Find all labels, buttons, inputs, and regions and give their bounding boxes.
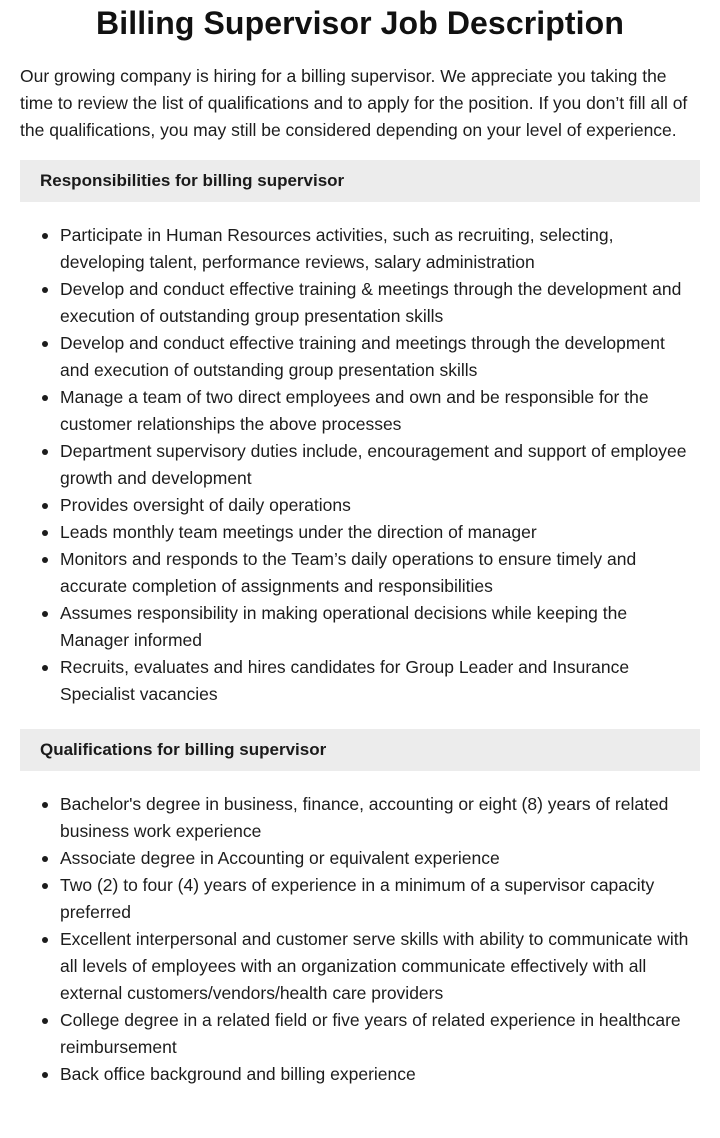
responsibilities-heading: Responsibilities for billing supervisor bbox=[20, 160, 700, 202]
responsibility-item: Monitors and responds to the Team’s daily operations to ensure timely and accurate completion of assignments and responsibilities bbox=[60, 546, 700, 600]
qualification-item: Back office background and billing experience bbox=[60, 1061, 700, 1088]
responsibility-item: Develop and conduct effective training & meetings through the development and execution of outstanding group presentation skills bbox=[60, 276, 700, 330]
page-title: Billing Supervisor Job Description bbox=[96, 5, 624, 41]
intro-paragraph: Our growing company is hiring for a billing supervisor. We appreciate you taking the time to review the list of qualifications and to apply for the position. If you don’t fill all of the qualifications, you may still be considered depending on your level of experience. bbox=[20, 66, 688, 140]
qualification-item: College degree in a related field or five years of related experience in healthcare reimbursement bbox=[60, 1007, 700, 1061]
qualification-item: Associate degree in Accounting or equivalent experience bbox=[60, 845, 700, 872]
responsibility-item: Recruits, evaluates and hires candidates for Group Leader and Insurance Specialist vacancies bbox=[60, 654, 700, 708]
qualification-item: Two (2) to four (4) years of experience in a minimum of a supervisor capacity preferred bbox=[60, 872, 700, 926]
qualification-item: Excellent interpersonal and customer serve skills with ability to communicate with all levels of employees with an organization communicate effectively with all external customers/vendors/health care providers bbox=[60, 926, 700, 1007]
responsibility-item: Department supervisory duties include, encouragement and support of employee growth and development bbox=[60, 438, 700, 492]
responsibility-item: Develop and conduct effective training and meetings through the development and execution of outstanding group presentation skills bbox=[60, 330, 700, 384]
responsibilities-list bbox=[20, 222, 700, 708]
qualification-item: Bachelor's degree in business, finance, accounting or eight (8) years of related business work experience bbox=[60, 791, 700, 845]
responsibility-item: Provides oversight of daily operations bbox=[60, 492, 700, 519]
responsibility-item: Leads monthly team meetings under the direction of manager bbox=[60, 519, 700, 546]
responsibility-item: Assumes responsibility in making operational decisions while keeping the Manager informed bbox=[60, 600, 700, 654]
responsibility-item: Manage a team of two direct employees and own and be responsible for the customer relationships the above processes bbox=[60, 384, 700, 438]
responsibility-item: Participate in Human Resources activities, such as recruiting, selecting, developing talent, performance reviews, salary administration bbox=[60, 222, 700, 276]
qualifications-heading: Qualifications for billing supervisor bbox=[20, 729, 700, 771]
qualifications-list bbox=[20, 791, 700, 1088]
